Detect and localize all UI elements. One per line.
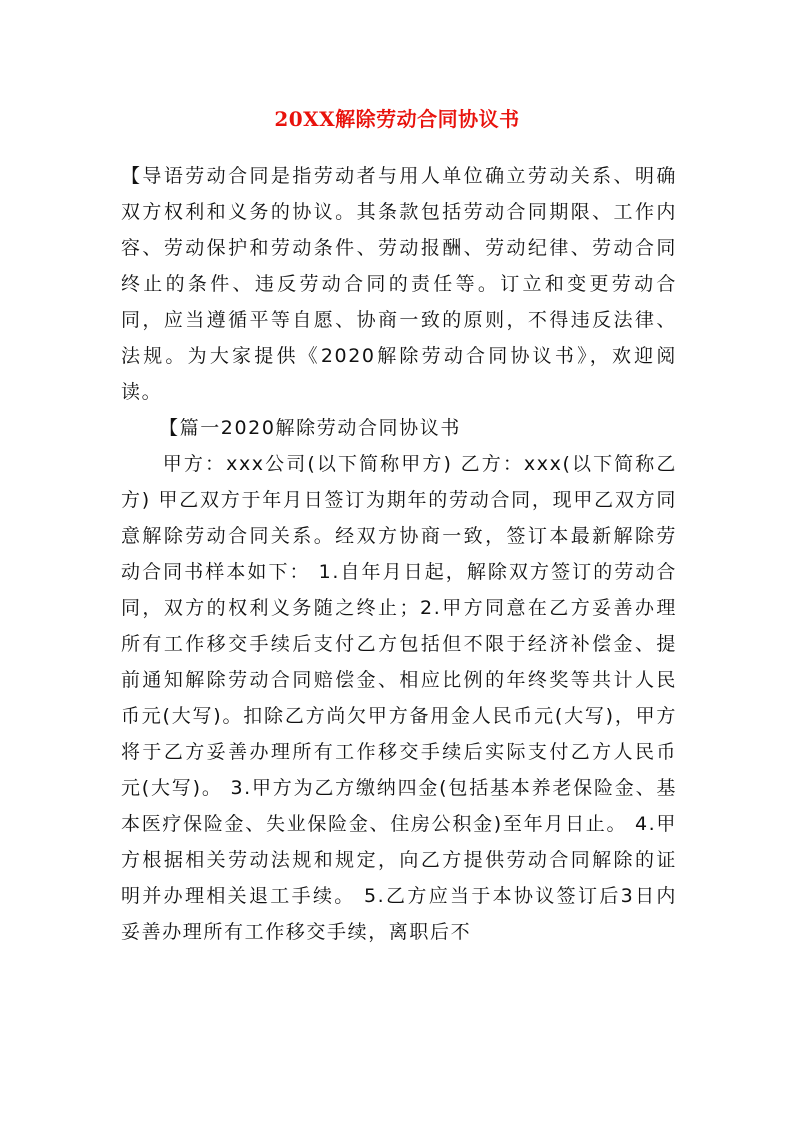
intro-paragraph: 【导语劳动合同是指劳动者与用人单位确立劳动关系、明确双方权利和义务的协议。其条款包括劳动合同期限、工作内容、劳动保护和劳动条件、劳动报酬、劳动纪律、劳动合同终止的条件、违反劳动合同的责任等。订立和变更劳动合同，应当遵循平等自愿、协商一致的原则，不得违反法律、法规。为大家提供《2020解除劳动合同协议书》，欢迎阅读。 [121, 165, 677, 403]
section-heading: 【篇一2020解除劳动合同协议书 [159, 417, 461, 439]
agreement-paragraph: 甲方：xxx公司(以下简称甲方) 乙方：xxx(以下简称乙方) 甲乙双方于年月日签订为期年的劳动合同，现甲乙双方同意解除劳动合同关系。经双方协商一致，签订本最新解除劳动合同书样本如下： 1.自年月日起，解除双方签订的劳动合同，双方的权利义务随之终止；2.甲方同意在乙方妥善办理所有工作移交手续后支付乙方包括但不限于经济补偿金、提前通知解除劳动合同赔偿金、相应比例的年终奖等共计人民币元(大写)。扣除乙方尚欠甲方备用金人民币元(大写)，甲方将于乙方妥善办理所有工作移交手续后实际支付乙方人民币元(大写)。 3.甲方为乙方缴纳四金(包括基本养老保险金、基本医疗保险金、失业保险金、住房公积金)至年月日止。 4.甲方根据相关劳动法规和规定，向乙方提供劳动合同解除的证明并办理相关退工手续。 5.乙方应当于本协议签订后3日内妥善办理所有工作移交手续，离职后不 [121, 453, 677, 943]
document-body [121, 158, 677, 950]
document-title: 20XX解除劳动合同协议书 [274, 107, 520, 131]
